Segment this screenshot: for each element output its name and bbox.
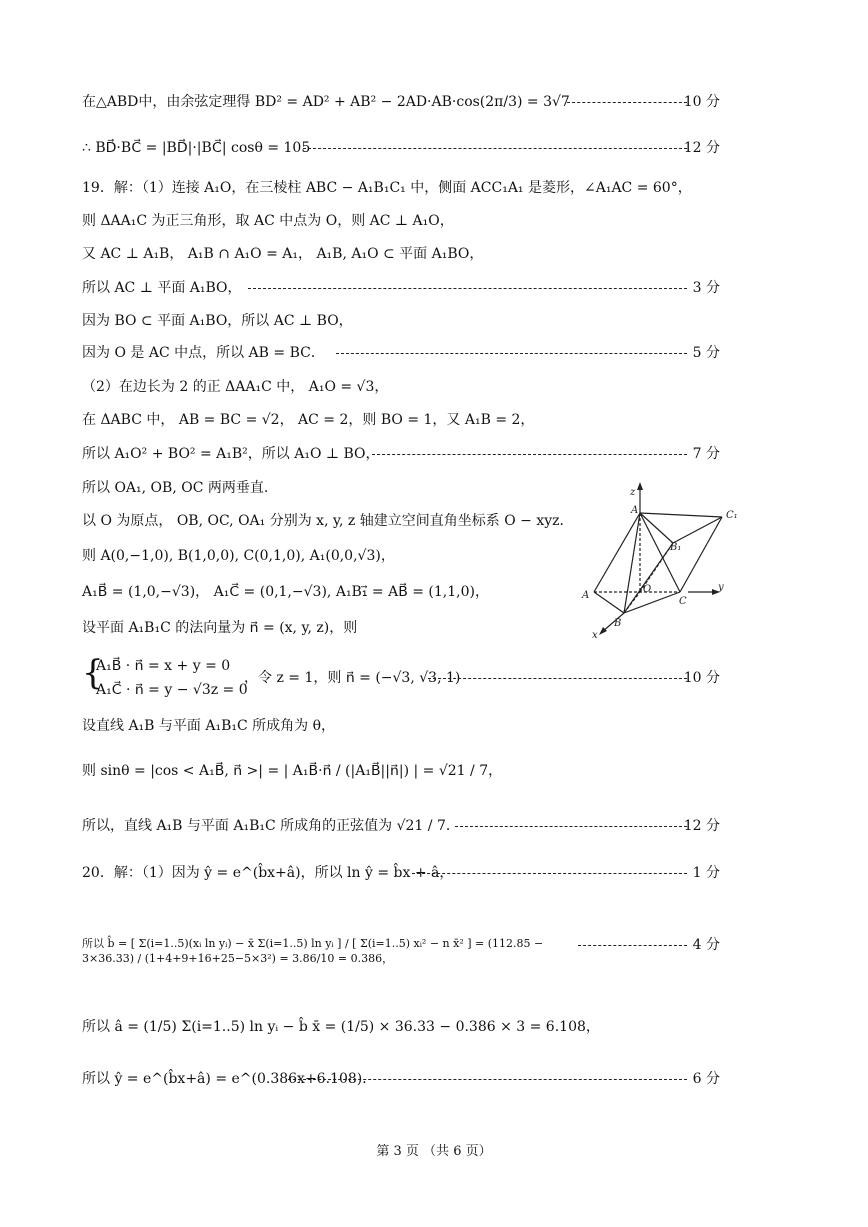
score-label: 12 分	[683, 140, 720, 156]
label-A: A	[582, 590, 590, 601]
formula-line: 所以 b̂ = [ Σ(i=1..5)(xᵢ ln yᵢ) − x̄ Σ(i=1..5) ln yᵢ ] / [ Σ(i=1..5) xᵢ² − n x̄² ] = (112.85 − 3×36.33) / (1+4+9+16+25−5×3²) = 3.86/10 = 0.386，	[82, 937, 544, 965]
label-O: O	[643, 584, 652, 595]
text-line: 设平面 A₁B₁C 的法向量为 n⃗ = (x, y, z)，则	[82, 620, 358, 636]
text-line: 以 O 为原点， OB, OC, OA₁ 分别为 x, y, z 轴建立空间直角坐标系 O − xyz．	[82, 513, 574, 529]
dotted-leader	[578, 945, 687, 946]
left-brace: {	[82, 653, 104, 693]
label-x: x	[592, 630, 598, 641]
text-line: 在△ABD中，由余弦定理得 BD² = AD² + AB² − 2AD·AB·cos(2π/3) = 3√7	[82, 94, 570, 110]
dotted-leader	[428, 678, 687, 679]
text-line: 所以 A₁O² + BO² = A₁B²，所以 A₁O ⊥ BO，	[82, 446, 380, 462]
score-label: 3 分	[692, 280, 720, 296]
text-line: （2）在边长为 2 的正 ΔAA₁C 中， A₁O = √3，	[82, 379, 389, 395]
text-line: ∴ BD⃗·BC⃗ = |BD⃗|·|BC⃗| cosθ = 105	[82, 140, 311, 156]
text-line: 所以 OA₁, OB, OC 两两垂直.	[82, 480, 269, 496]
label-z: z	[630, 487, 636, 498]
text-line: 所以 AC ⊥ 平面 A₁BO，	[82, 280, 242, 296]
z-arrow	[637, 482, 643, 490]
score-label: 10 分	[683, 94, 720, 110]
text-line: 因为 BO ⊂ 平面 A₁BO，所以 AC ⊥ BO，	[82, 313, 353, 329]
label-A1: A	[631, 505, 639, 516]
text-line: 所以 ŷ = e^(b̂x+â) = e^(0.386x+6.108)．	[82, 1071, 377, 1087]
dotted-leader	[336, 353, 687, 354]
dotted-leader	[303, 148, 687, 149]
dotted-leader	[372, 454, 687, 455]
dotted-leader	[288, 1079, 687, 1080]
label-B: B	[614, 618, 622, 629]
edge-A1B1	[640, 513, 673, 543]
edge-BC	[624, 592, 680, 613]
equation-line: A₁C⃗ · n⃗ = y − √3z = 0	[96, 682, 248, 698]
label-B1: B₁	[670, 542, 682, 553]
text-line: 又 AC ⊥ A₁B， A₁B ∩ A₁O = A₁， A₁B, A₁O ⊂ 平面 A₁BO，	[82, 246, 484, 262]
label-C1: C₁	[726, 510, 738, 521]
score-label: 5 分	[692, 345, 720, 361]
edge-A1B	[624, 513, 640, 613]
score-label: 4 分	[692, 937, 720, 953]
score-label: 1 分	[692, 865, 720, 881]
score-label: 10 分	[683, 670, 720, 686]
text-line: 因为 O 是 AC 中点，所以 AB = BC．	[82, 345, 325, 361]
label-y: y	[718, 582, 724, 593]
dotted-leader	[455, 826, 687, 827]
score-label: 12 分	[683, 818, 720, 834]
label-C: C	[679, 596, 687, 607]
text-line: A₁B⃗ = (1,0,−√3)， A₁C⃗ = (0,1,−√3), A₁B₁⃗ = AB⃗ = (1,1,0)，	[82, 584, 489, 600]
edge-A1C1	[640, 513, 722, 517]
text-line: 19．解：（1）连接 A₁O，在三棱柱 ABC − A₁B₁C₁ 中，侧面 ACC₁A₁ 是菱形，∠A₁AC = 60°，	[82, 180, 692, 196]
prism-figure	[580, 480, 750, 645]
dotted-leader	[412, 873, 687, 874]
page-footer: 第 3 页 （共 6 页）	[376, 1144, 492, 1159]
text-line: 所以 â = (1/5) Σ(i=1..5) ln yᵢ − b̂ x̄ = (1/5) × 36.33 − 0.386 × 3 = 6.108，	[82, 1019, 600, 1035]
text-line: 所以，直线 A₁B 与平面 A₁B₁C 所成角的正弦值为 √21 / 7．	[82, 818, 460, 834]
dotted-leader	[567, 102, 687, 103]
text-line: 则 ΔAA₁C 为正三角形，取 AC 中点为 O，则 AC ⊥ A₁O，	[82, 213, 454, 229]
score-label: 7 分	[692, 446, 720, 462]
score-label: 6 分	[692, 1071, 720, 1087]
dotted-leader	[248, 288, 687, 289]
text-line: 则 A(0,−1,0), B(1,0,0), C(0,1,0), A₁(0,0,√3)，	[82, 548, 395, 564]
text-line: ，令 z = 1，则 n⃗ = (−√3, √3, 1)	[244, 670, 461, 686]
text-line: 设直线 A₁B 与平面 A₁B₁C 所成角为 θ，	[82, 718, 336, 734]
text-line: 则 sinθ = |cos < A₁B⃗, n⃗ >| = | A₁B⃗·n⃗ / (|A₁B⃗||n⃗|) | = √21 / 7，	[82, 763, 503, 779]
text-line: 在 ΔABC 中， AB = BC = √2， AC = 2，则 BO = 1，又 A₁B = 2，	[82, 412, 535, 428]
equation-line: A₁B⃗ · n⃗ = x + y = 0	[96, 658, 231, 674]
edge-AB	[594, 592, 624, 613]
text-line: 20．解：（1）因为 ŷ = e^(b̂x+â)，所以 ln ŷ = b̂x + â，	[82, 865, 454, 881]
